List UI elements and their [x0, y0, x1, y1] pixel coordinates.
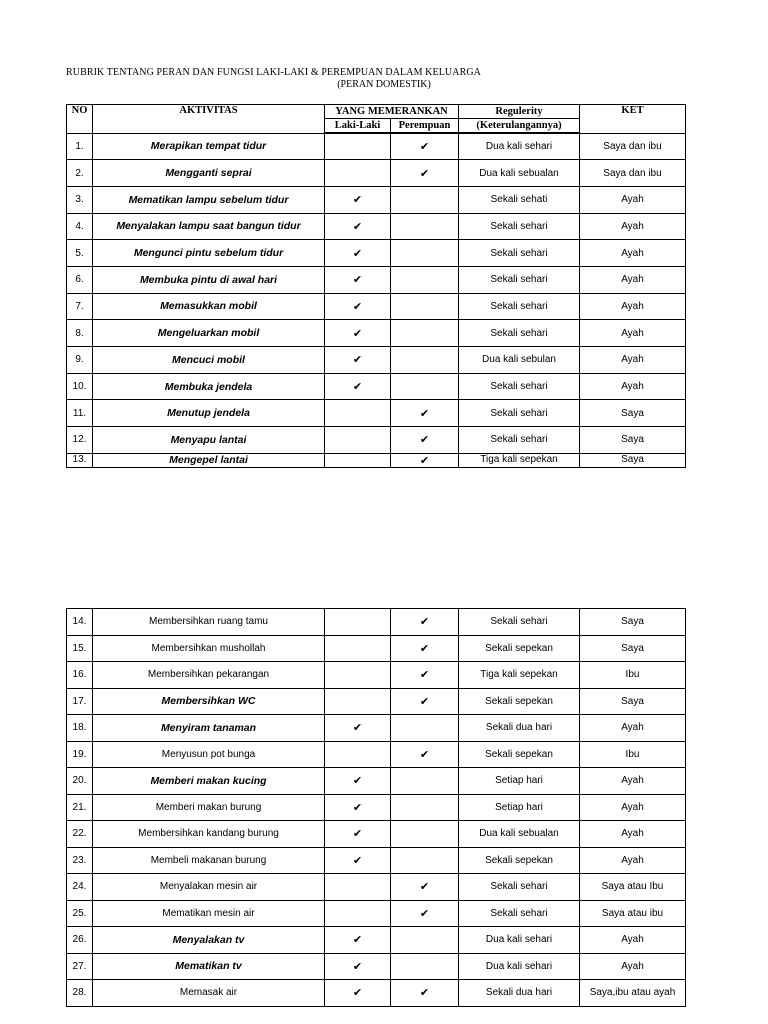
row-number: 26.	[67, 927, 93, 954]
table-row	[67, 635, 686, 662]
laki-laki-check-cell: ✔	[325, 347, 391, 374]
table-row	[67, 213, 686, 240]
table-body-part-2	[67, 609, 686, 1007]
row-number: 17.	[67, 688, 93, 715]
table-row	[67, 741, 686, 768]
keterangan-cell: Saya dan ibu	[580, 160, 686, 187]
keterangan-cell: Ayah	[580, 768, 686, 795]
table-row	[67, 609, 686, 636]
laki-laki-check-cell	[325, 900, 391, 927]
keterangan-cell: Ayah	[580, 821, 686, 848]
regularity-cell: Tiga kali sepekan	[459, 662, 580, 689]
regularity-cell: Sekali sehari	[459, 266, 580, 293]
laki-laki-check-cell: ✔	[325, 715, 391, 742]
perempuan-check-cell	[391, 320, 459, 347]
laki-laki-check-cell: ✔	[325, 980, 391, 1007]
row-number: 27.	[67, 953, 93, 980]
header-perempuan: Perempuan	[391, 119, 459, 134]
keterangan-cell: Saya	[580, 427, 686, 454]
perempuan-check-cell	[391, 266, 459, 293]
keterangan-cell: Saya	[580, 635, 686, 662]
regularity-cell: Sekali dua hari	[459, 715, 580, 742]
regularity-cell: Dua kali sehari	[459, 927, 580, 954]
keterangan-cell: Ayah	[580, 847, 686, 874]
activity-cell: Mematikan lampu sebelum tidur	[93, 186, 325, 213]
perempuan-check-cell: ✔	[391, 635, 459, 662]
keterangan-cell: Saya,ibu atau ayah	[580, 980, 686, 1007]
regularity-cell: Sekali sehari	[459, 874, 580, 901]
regularity-cell: Dua kali sebualan	[459, 160, 580, 187]
row-number: 15.	[67, 635, 93, 662]
regularity-cell: Sekali sepekan	[459, 847, 580, 874]
perempuan-check-cell	[391, 186, 459, 213]
regularity-cell: Setiap hari	[459, 794, 580, 821]
activity-cell: Membersihkan WC	[93, 688, 325, 715]
perempuan-check-cell: ✔	[391, 874, 459, 901]
regularity-cell: Sekali sehari	[459, 900, 580, 927]
table-body-part-1	[67, 133, 686, 467]
row-number: 13.	[67, 453, 93, 467]
table-row	[67, 347, 686, 374]
activity-cell: Membersihkan pekarangan	[93, 662, 325, 689]
activity-cell: Mengganti seprai	[93, 160, 325, 187]
activity-cell: Membersihkan ruang tamu	[93, 609, 325, 636]
table-row	[67, 662, 686, 689]
table-row	[67, 980, 686, 1007]
row-number: 18.	[67, 715, 93, 742]
activity-cell: Memasukkan mobil	[93, 293, 325, 320]
laki-laki-check-cell: ✔	[325, 927, 391, 954]
keterangan-cell: Ayah	[580, 240, 686, 267]
table-row	[67, 293, 686, 320]
laki-laki-check-cell: ✔	[325, 293, 391, 320]
laki-laki-check-cell	[325, 741, 391, 768]
activity-cell: Membersihkan mushollah	[93, 635, 325, 662]
header-ket: KET	[580, 105, 686, 134]
row-number: 14.	[67, 609, 93, 636]
keterangan-cell: Saya dan ibu	[580, 133, 686, 160]
header-laki-laki: Laki-Laki	[325, 119, 391, 134]
laki-laki-check-cell: ✔	[325, 794, 391, 821]
regularity-cell: Tiga kali sepekan	[459, 453, 580, 467]
keterangan-cell: Ayah	[580, 953, 686, 980]
regularity-cell: Sekali sehari	[459, 320, 580, 347]
activity-cell: Mengunci pintu sebelum tidur	[93, 240, 325, 267]
row-number: 20.	[67, 768, 93, 795]
row-number: 12.	[67, 427, 93, 454]
regularity-cell: Dua kali sehari	[459, 953, 580, 980]
header-yang-memerankan: YANG MEMERANKAN	[325, 105, 459, 119]
laki-laki-check-cell: ✔	[325, 821, 391, 848]
row-number: 11.	[67, 400, 93, 427]
header-aktivitas: AKTIVITAS	[93, 105, 325, 134]
rubric-table-part-2	[66, 608, 686, 1007]
keterangan-cell: Ayah	[580, 266, 686, 293]
perempuan-check-cell	[391, 794, 459, 821]
table-row	[67, 794, 686, 821]
perempuan-check-cell: ✔	[391, 133, 459, 160]
perempuan-check-cell: ✔	[391, 900, 459, 927]
keterangan-cell: Ibu	[580, 662, 686, 689]
row-number: 6.	[67, 266, 93, 293]
regularity-cell: Dua kali sebulan	[459, 347, 580, 374]
table-row	[67, 953, 686, 980]
activity-cell: Memberi makan burung	[93, 794, 325, 821]
laki-laki-check-cell: ✔	[325, 953, 391, 980]
row-number: 1.	[67, 133, 93, 160]
laki-laki-check-cell: ✔	[325, 240, 391, 267]
perempuan-check-cell	[391, 347, 459, 374]
keterangan-cell: Ayah	[580, 213, 686, 240]
rubric-table-part-1	[66, 104, 686, 468]
activity-cell: Membuka jendela	[93, 373, 325, 400]
row-number: 10.	[67, 373, 93, 400]
activity-cell: Membersihkan kandang burung	[93, 821, 325, 848]
laki-laki-check-cell	[325, 400, 391, 427]
laki-laki-check-cell	[325, 160, 391, 187]
keterangan-cell: Ayah	[580, 293, 686, 320]
laki-laki-check-cell	[325, 688, 391, 715]
perempuan-check-cell	[391, 240, 459, 267]
table-row	[67, 688, 686, 715]
table-row	[67, 266, 686, 293]
keterangan-cell: Saya	[580, 688, 686, 715]
row-number: 4.	[67, 213, 93, 240]
table-row	[67, 768, 686, 795]
table-row	[67, 427, 686, 454]
perempuan-check-cell: ✔	[391, 453, 459, 467]
activity-cell: Menyiram tanaman	[93, 715, 325, 742]
regularity-cell: Sekali sehari	[459, 240, 580, 267]
row-number: 19.	[67, 741, 93, 768]
keterangan-cell: Saya atau Ibu	[580, 874, 686, 901]
row-number: 7.	[67, 293, 93, 320]
keterangan-cell: Ayah	[580, 186, 686, 213]
regularity-cell: Sekali sehati	[459, 186, 580, 213]
activity-cell: Menyalakan lampu saat bangun tidur	[93, 213, 325, 240]
activity-cell: Memberi makan kucing	[93, 768, 325, 795]
activity-cell: Mengepel lantai	[93, 453, 325, 467]
activity-cell: Mencuci mobil	[93, 347, 325, 374]
header-keterulangannya: (Keterulangannya)	[459, 119, 580, 134]
perempuan-check-cell	[391, 953, 459, 980]
regularity-cell: Setiap hari	[459, 768, 580, 795]
activity-cell: Menyalakan mesin air	[93, 874, 325, 901]
row-number: 16.	[67, 662, 93, 689]
laki-laki-check-cell: ✔	[325, 266, 391, 293]
header-no: NO	[67, 105, 93, 134]
laki-laki-check-cell: ✔	[325, 213, 391, 240]
laki-laki-check-cell	[325, 874, 391, 901]
regularity-cell: Sekali dua hari	[459, 980, 580, 1007]
row-number: 21.	[67, 794, 93, 821]
activity-cell: Memasak air	[93, 980, 325, 1007]
laki-laki-check-cell: ✔	[325, 373, 391, 400]
table-row	[67, 160, 686, 187]
perempuan-check-cell: ✔	[391, 741, 459, 768]
activity-cell: Mematikan mesin air	[93, 900, 325, 927]
regularity-cell: Sekali sepekan	[459, 741, 580, 768]
keterangan-cell: Saya	[580, 609, 686, 636]
regularity-cell: Sekali sehari	[459, 213, 580, 240]
document-subtitle: (PERAN DOMESTIK)	[337, 79, 431, 90]
row-number: 25.	[67, 900, 93, 927]
perempuan-check-cell: ✔	[391, 427, 459, 454]
regularity-cell: Sekali sepekan	[459, 688, 580, 715]
perempuan-check-cell	[391, 373, 459, 400]
row-number: 2.	[67, 160, 93, 187]
keterangan-cell: Ayah	[580, 715, 686, 742]
laki-laki-check-cell	[325, 662, 391, 689]
row-number: 5.	[67, 240, 93, 267]
activity-cell: Membeli makanan burung	[93, 847, 325, 874]
row-number: 22.	[67, 821, 93, 848]
laki-laki-check-cell	[325, 133, 391, 160]
laki-laki-check-cell	[325, 453, 391, 467]
table-row	[67, 821, 686, 848]
perempuan-check-cell: ✔	[391, 160, 459, 187]
table-row	[67, 320, 686, 347]
row-number: 28.	[67, 980, 93, 1007]
laki-laki-check-cell	[325, 609, 391, 636]
table-row	[67, 847, 686, 874]
activity-cell: Menyusun pot bunga	[93, 741, 325, 768]
activity-cell: Menyapu lantai	[93, 427, 325, 454]
perempuan-check-cell: ✔	[391, 662, 459, 689]
perempuan-check-cell: ✔	[391, 980, 459, 1007]
laki-laki-check-cell	[325, 427, 391, 454]
table-row	[67, 186, 686, 213]
regularity-cell: Dua kali sehari	[459, 133, 580, 160]
regularity-cell: Dua kali sebualan	[459, 821, 580, 848]
table-row	[67, 400, 686, 427]
perempuan-check-cell	[391, 847, 459, 874]
activity-cell: Menyalakan tv	[93, 927, 325, 954]
perempuan-check-cell	[391, 768, 459, 795]
regularity-cell: Sekali sehari	[459, 400, 580, 427]
row-number: 24.	[67, 874, 93, 901]
keterangan-cell: Ayah	[580, 373, 686, 400]
perempuan-check-cell: ✔	[391, 609, 459, 636]
table-row	[67, 900, 686, 927]
keterangan-cell: Ayah	[580, 320, 686, 347]
laki-laki-check-cell	[325, 635, 391, 662]
table-row	[67, 373, 686, 400]
header-regulerity: Regulerity	[459, 105, 580, 119]
keterangan-cell: Saya atau ibu	[580, 900, 686, 927]
keterangan-cell: Ibu	[580, 741, 686, 768]
row-number: 3.	[67, 186, 93, 213]
keterangan-cell: Saya	[580, 400, 686, 427]
activity-cell: Mengeluarkan mobil	[93, 320, 325, 347]
activity-cell: Merapikan tempat tidur	[93, 133, 325, 160]
keterangan-cell: Ayah	[580, 927, 686, 954]
table-row	[67, 927, 686, 954]
activity-cell: Mematikan tv	[93, 953, 325, 980]
row-number: 23.	[67, 847, 93, 874]
row-number: 9.	[67, 347, 93, 374]
keterangan-cell: Saya	[580, 453, 686, 467]
table-row	[67, 453, 686, 467]
laki-laki-check-cell: ✔	[325, 320, 391, 347]
regularity-cell: Sekali sehari	[459, 427, 580, 454]
perempuan-check-cell	[391, 821, 459, 848]
keterangan-cell: Ayah	[580, 347, 686, 374]
laki-laki-check-cell: ✔	[325, 847, 391, 874]
perempuan-check-cell: ✔	[391, 400, 459, 427]
table-row	[67, 715, 686, 742]
regularity-cell: Sekali sehari	[459, 293, 580, 320]
perempuan-check-cell	[391, 927, 459, 954]
document-title: RUBRIK TENTANG PERAN DAN FUNGSI LAKI-LAKI & PEREMPUAN DALAM KELUARGA	[66, 67, 481, 78]
row-number: 8.	[67, 320, 93, 347]
table-row	[67, 133, 686, 160]
laki-laki-check-cell: ✔	[325, 186, 391, 213]
regularity-cell: Sekali sepekan	[459, 635, 580, 662]
table-row	[67, 874, 686, 901]
activity-cell: Membuka pintu di awal hari	[93, 266, 325, 293]
activity-cell: Menutup jendela	[93, 400, 325, 427]
perempuan-check-cell	[391, 715, 459, 742]
regularity-cell: Sekali sehari	[459, 609, 580, 636]
table-row	[67, 240, 686, 267]
laki-laki-check-cell: ✔	[325, 768, 391, 795]
perempuan-check-cell	[391, 213, 459, 240]
perempuan-check-cell	[391, 293, 459, 320]
keterangan-cell: Ayah	[580, 794, 686, 821]
perempuan-check-cell: ✔	[391, 688, 459, 715]
regularity-cell: Sekali sehari	[459, 373, 580, 400]
